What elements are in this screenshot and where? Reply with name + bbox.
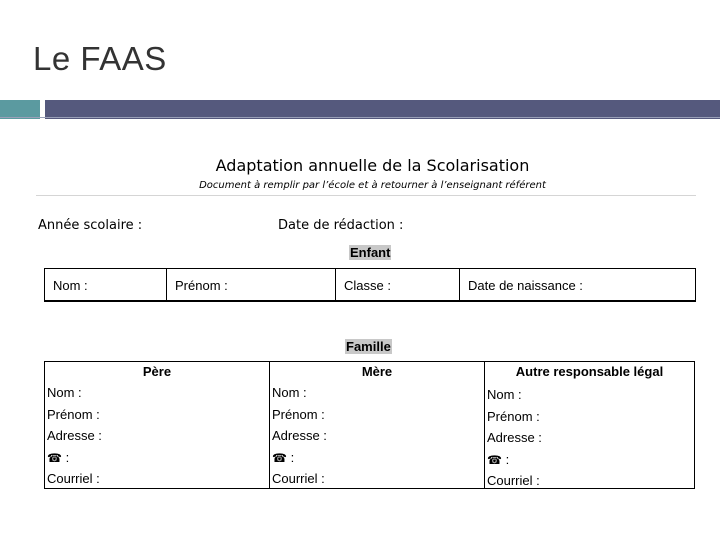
pere-nom: Nom : (47, 385, 82, 400)
autre-adresse: Adresse : (487, 430, 542, 445)
enfant-classe-field: Classe : (336, 269, 460, 300)
pere-prenom: Prénom : (47, 406, 100, 422)
pere-column (45, 362, 270, 488)
pere-header: Père (142, 364, 172, 379)
autre-telephone-label: : (505, 451, 510, 467)
mere-prenom: Prénom : (272, 406, 325, 422)
mere-nom: Nom : (272, 385, 307, 400)
enfant-table (44, 268, 696, 302)
mere-column (270, 362, 485, 488)
annee-scolaire-label: Année scolaire : (38, 218, 143, 233)
date-redaction-label: Date de rédaction : (278, 218, 404, 233)
autre-telephone (487, 449, 694, 471)
pere-telephone (47, 447, 269, 469)
autre-responsable-header: Autre responsable légal (515, 364, 664, 379)
mere-telephone (272, 447, 484, 469)
autre-prenom: Prénom : (487, 408, 540, 424)
document-title: Adaptation annuelle de la Scolarisation (215, 156, 530, 175)
document-subtitle: Document à remplir par l’école et à retourner à l’enseignant référent (199, 180, 546, 191)
mere-header: Mère (361, 364, 393, 379)
telephone-icon: ☎ (272, 450, 287, 465)
enfant-section-label: Enfant (350, 245, 391, 260)
mere-courriel: Courriel : (272, 471, 325, 486)
enfant-nom-field: Nom : (45, 269, 167, 300)
famille-table (44, 361, 695, 489)
telephone-icon: ☎ (47, 450, 62, 465)
autre-nom: Nom : (487, 387, 522, 402)
autre-courriel: Courriel : (487, 473, 540, 488)
famille-section-label: Famille (346, 339, 391, 354)
enfant-prenom-field: Prénom : (167, 269, 336, 300)
slide-title: Le FAAS (33, 40, 167, 77)
pere-adresse: Adresse : (47, 428, 102, 443)
autre-responsable-column (485, 362, 694, 488)
telephone-icon: ☎ (487, 452, 502, 467)
mere-adresse: Adresse : (272, 428, 327, 443)
enfant-date-naissance-field: Date de naissance : (468, 278, 583, 293)
pere-courriel: Courriel : (47, 471, 100, 486)
title-bar-underline (0, 117, 720, 118)
mere-telephone-label: : (290, 449, 295, 465)
pere-telephone-label: : (65, 449, 70, 465)
subtitle-rule (36, 195, 696, 196)
